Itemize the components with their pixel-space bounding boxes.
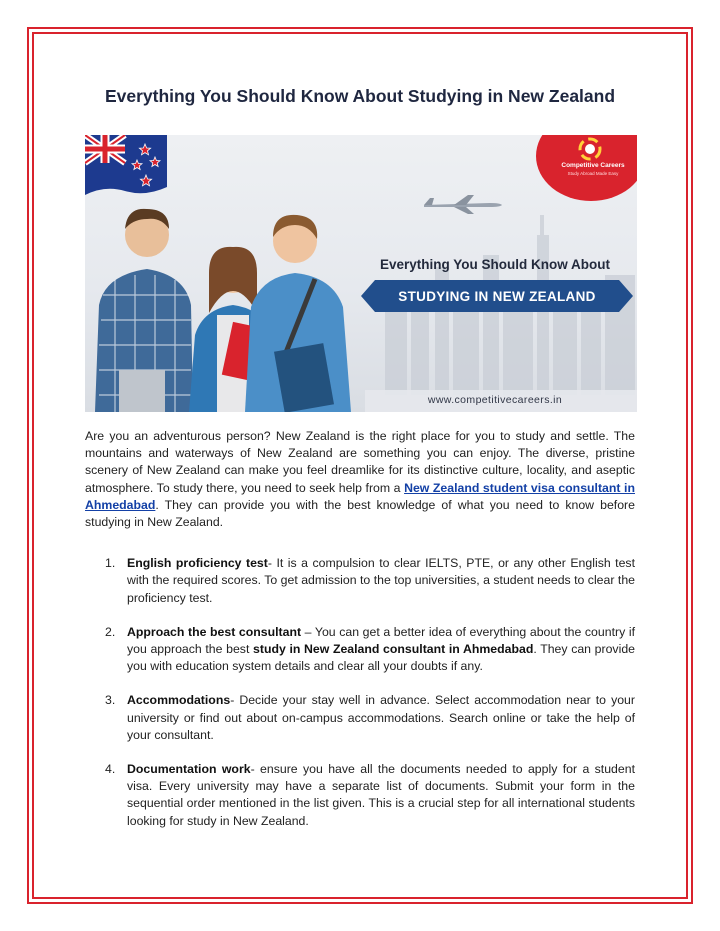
banner-ribbon: STUDYING IN NEW ZEALAND <box>375 280 619 312</box>
list-item-title: English proficiency test <box>127 556 268 571</box>
list-item-text-end: . They can provide you with education system details and clear all your doubts if any. <box>127 642 635 674</box>
list-number: 1. <box>105 556 116 571</box>
intro-text: Are you an adventurous person? New Zealand is the right place for you to study and settle. The mountains and waterways of New Zealand are something you can enjoy. The diverse, pristine scenery of New Zealand can make you feel dreamlike for its distinctive culture, locality, and aseptic atmosphere. To study there, you need to seek help from a <box>85 429 635 495</box>
students-photo <box>85 195 385 412</box>
list-number: 3. <box>105 693 116 708</box>
list-item <box>85 692 635 744</box>
list-number: 2. <box>105 624 116 639</box>
banner-image <box>85 135 637 412</box>
logo-name: Competitive Careers <box>561 162 625 169</box>
intro-text-end: . They can provide you with the best knowledge of what you need to know before studying in New Zealand. <box>85 497 635 530</box>
list-item-text: – You can get a better idea of everything about the country if you approach the best <box>127 624 635 657</box>
intro-paragraph <box>85 428 635 531</box>
competitive-careers-logo-icon <box>578 137 602 161</box>
logo-tagline: Study Abroad Made Easy <box>567 171 619 176</box>
list-item-text: - Decide your stay well in advance. Select accommodation near to your university or find out about on-campus accommodations. Search online or take the help of your consultant. <box>127 693 635 742</box>
tips-list <box>85 555 635 830</box>
list-item-title: Approach the best consultant <box>127 624 302 639</box>
article-body <box>85 428 635 847</box>
list-item-title: Accommodations <box>127 693 231 708</box>
list-item-emphasis: study in New Zealand consultant in Ahmedabad <box>253 642 534 657</box>
document-title: Everything You Should Know About Studying in New Zealand <box>104 86 616 106</box>
list-item-title: Documentation work <box>127 762 251 777</box>
list-item <box>85 761 635 830</box>
banner-heading: Everything You Should Know About <box>380 257 610 272</box>
list-item-text: - ensure you have all the documents needed to apply for a student visa. Every university may have a separate list of documents. Submit your form in the sequential order mentioned in the list given. This is a crucial step for all international students looking for study in New Zealand. <box>127 762 635 828</box>
banner-url: www.competitivecareers.in <box>427 394 563 406</box>
list-item <box>85 555 635 607</box>
airplane-graphic <box>420 193 504 215</box>
list-item-text: - It is a compulsion to clear IELTS, PTE, or any other English test with the required scores. To get admission to the top universities, a student needs to clear the proficiency test. <box>127 556 635 605</box>
consultant-link[interactable]: New Zealand student visa consultant in Ahmedabad <box>85 480 635 512</box>
list-number: 4. <box>105 762 116 777</box>
list-item <box>85 624 635 676</box>
